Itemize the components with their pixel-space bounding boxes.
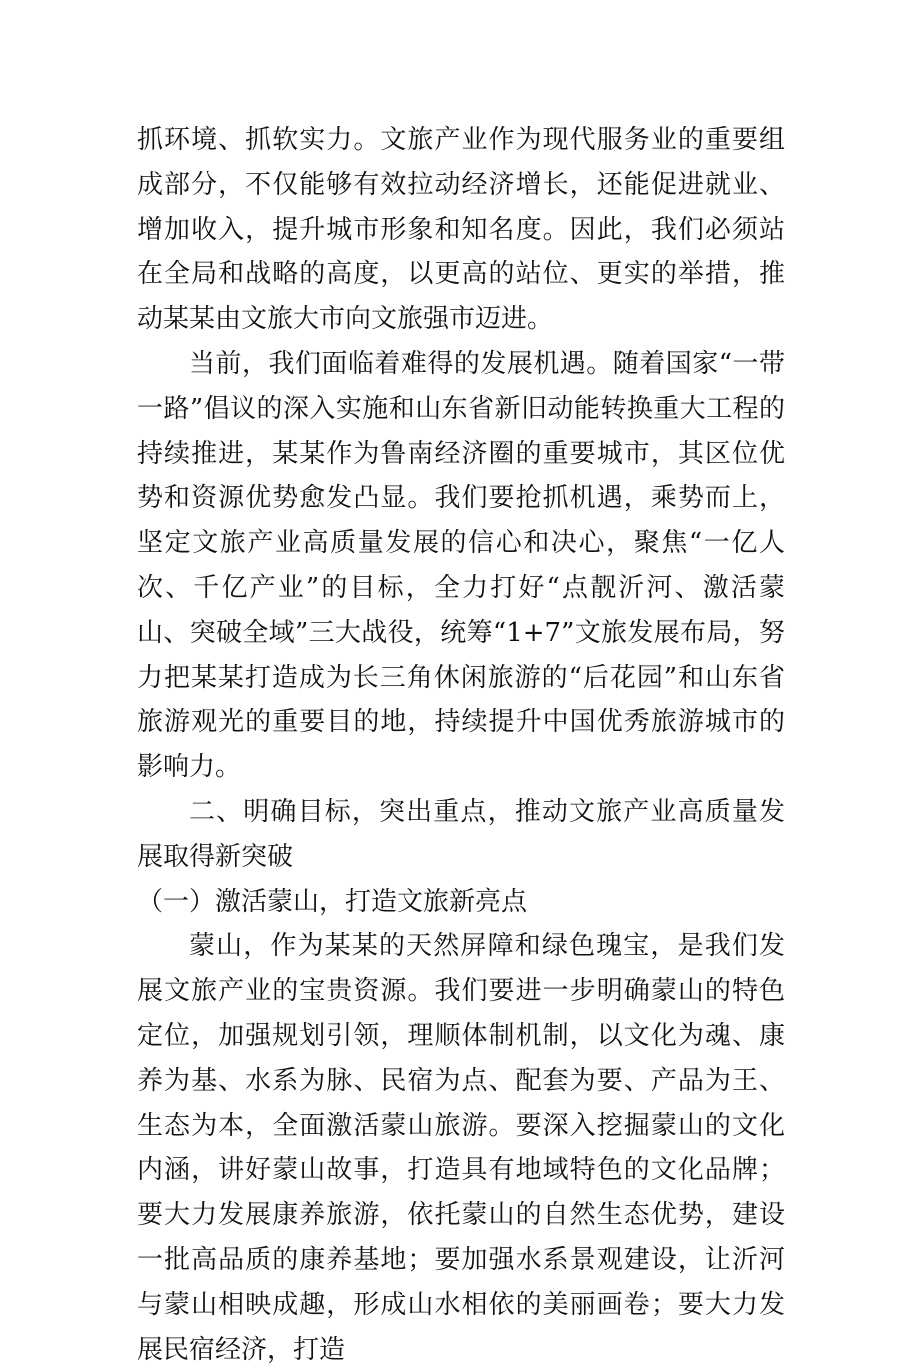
- body-paragraph-continued: 抓环境、抓软实力。文旅产业作为现代服务业的重要组成部分，不仅能够有效拉动经济增长，还能促进就业、增加收入，提升城市形象和知名度。因此，我们必须站在全局和战略的高度，以更高的站位、更实的举措，推动某某由文旅大市向文旅强市迈进。: [137, 125, 785, 335]
- body-paragraph-opportunity: 当前，我们面临着难得的发展机遇。随着国家“一带一路”倡议的深入实施和山东省新旧动能转换重大工程的持续推进，某某作为鲁南经济圈的重要城市，其区位优势和资源优势愈发凸显。我们要抢抓机遇，乘势而上，坚定文旅产业高质量发展的信心和决心，聚焦“一亿人次、千亿产业”的目标，全力打好“点靓沂河、激活蒙山、突破全域”三大战役，统筹“1+7”文旅发展布局，努力把某某打造成为长三角休闲旅游的“后花园”和山东省旅游观光的重要目的地，持续提升中国优秀旅游城市的影响力。: [137, 348, 785, 783]
- body-paragraph-mengshan: 蒙山，作为某某的天然屏障和绿色瑰宝，是我们发展文旅产业的宝贵资源。我们要进一步明确蒙山的特色定位，加强规划引领，理顺体制机制，以文化为魂、康养为基、水系为脉、民宿为点、配套为要、产品为王、生态为本，全面激活蒙山旅游。要深入挖掘蒙山的文化内涵，讲好蒙山故事，打造具有地域特色的文化品牌；要大力发展康养旅游，依托蒙山的自然生态优势，建设一批高品质的康养基地；要加强水系景观建设，让沂河与蒙山相映成趣，形成山水相依的美丽画卷；要大力发展民宿经济，打造: [137, 931, 785, 1365]
- document-body: [137, 118, 785, 1372]
- subsection-heading: （一）激活蒙山，打造文旅新亮点: [137, 886, 528, 917]
- section-heading: 二、明确目标，突出重点，推动文旅产业高质量发展取得新突破: [137, 796, 785, 872]
